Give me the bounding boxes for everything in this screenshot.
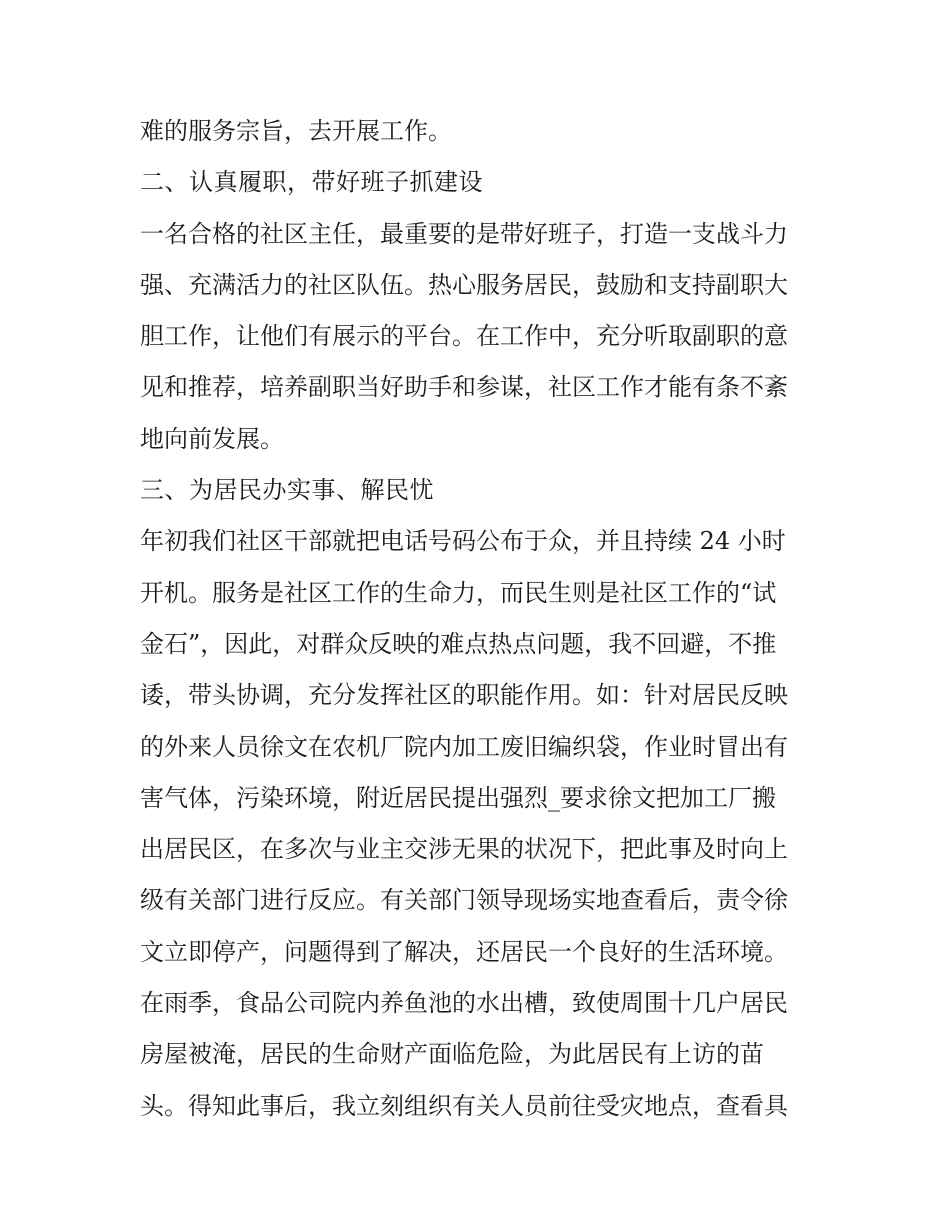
body-line: 出居民区，在多次与业主交涉无果的状况下，把此事及时向上	[140, 835, 788, 864]
body-line: 诿，带头协调，充分发挥社区的职能作用。如：针对居民反映	[140, 681, 788, 710]
body-line: 难的服务宗旨，去开展工作。	[140, 117, 452, 145]
body-line: 开机。服务是社区工作的生命力，而民生则是社区工作的“试	[140, 578, 777, 607]
body-line: 年初我们社区干部就把电话号码公布于众，并且持续 24 小时	[140, 527, 786, 556]
section-heading-3: 三、为居民办实事、解民忧	[140, 476, 434, 505]
body-line: 房屋被淹，居民的生命财产面临危险，为此居民有上访的苗	[140, 1040, 764, 1069]
body-line: 金石”，因此，对群众反映的难点热点问题，我不回避，不推	[140, 629, 777, 658]
document-body	[140, 106, 820, 1132]
section-heading-2: 二、认真履职，带好班子抓建设	[140, 168, 483, 197]
body-line: 强、充满活力的社区队伍。热心服务居民，鼓励和支持副职大	[140, 270, 788, 299]
body-line: 级有关部门进行反应。有关部门领导现场实地查看后，责令徐	[140, 886, 788, 915]
body-line: 一名合格的社区主任，最重要的是带好班子，打造一支战斗力	[140, 219, 788, 248]
body-line: 害气体，污染环境，附近居民提出强烈_要求徐文把加工厂搬	[140, 783, 776, 812]
body-line: 头。得知此事后，我立刻组织有关人员前往受灾地点，查看具	[140, 1091, 788, 1120]
body-line: 文立即停产，问题得到了解决，还居民一个良好的生活环境。	[140, 937, 788, 966]
body-line: 的外来人员徐文在农机厂院内加工废旧编织袋，作业时冒出有	[140, 732, 788, 761]
body-line: 见和推荐，培养副职当好助手和参谋，社区工作才能有条不紊	[140, 373, 788, 402]
body-line: 胆工作，让他们有展示的平台。在工作中，充分听取副职的意	[140, 322, 788, 351]
body-line: 地向前发展。	[140, 424, 284, 453]
body-line: 在雨季，食品公司院内养鱼池的水出槽，致使周围十几户居民	[140, 989, 788, 1018]
